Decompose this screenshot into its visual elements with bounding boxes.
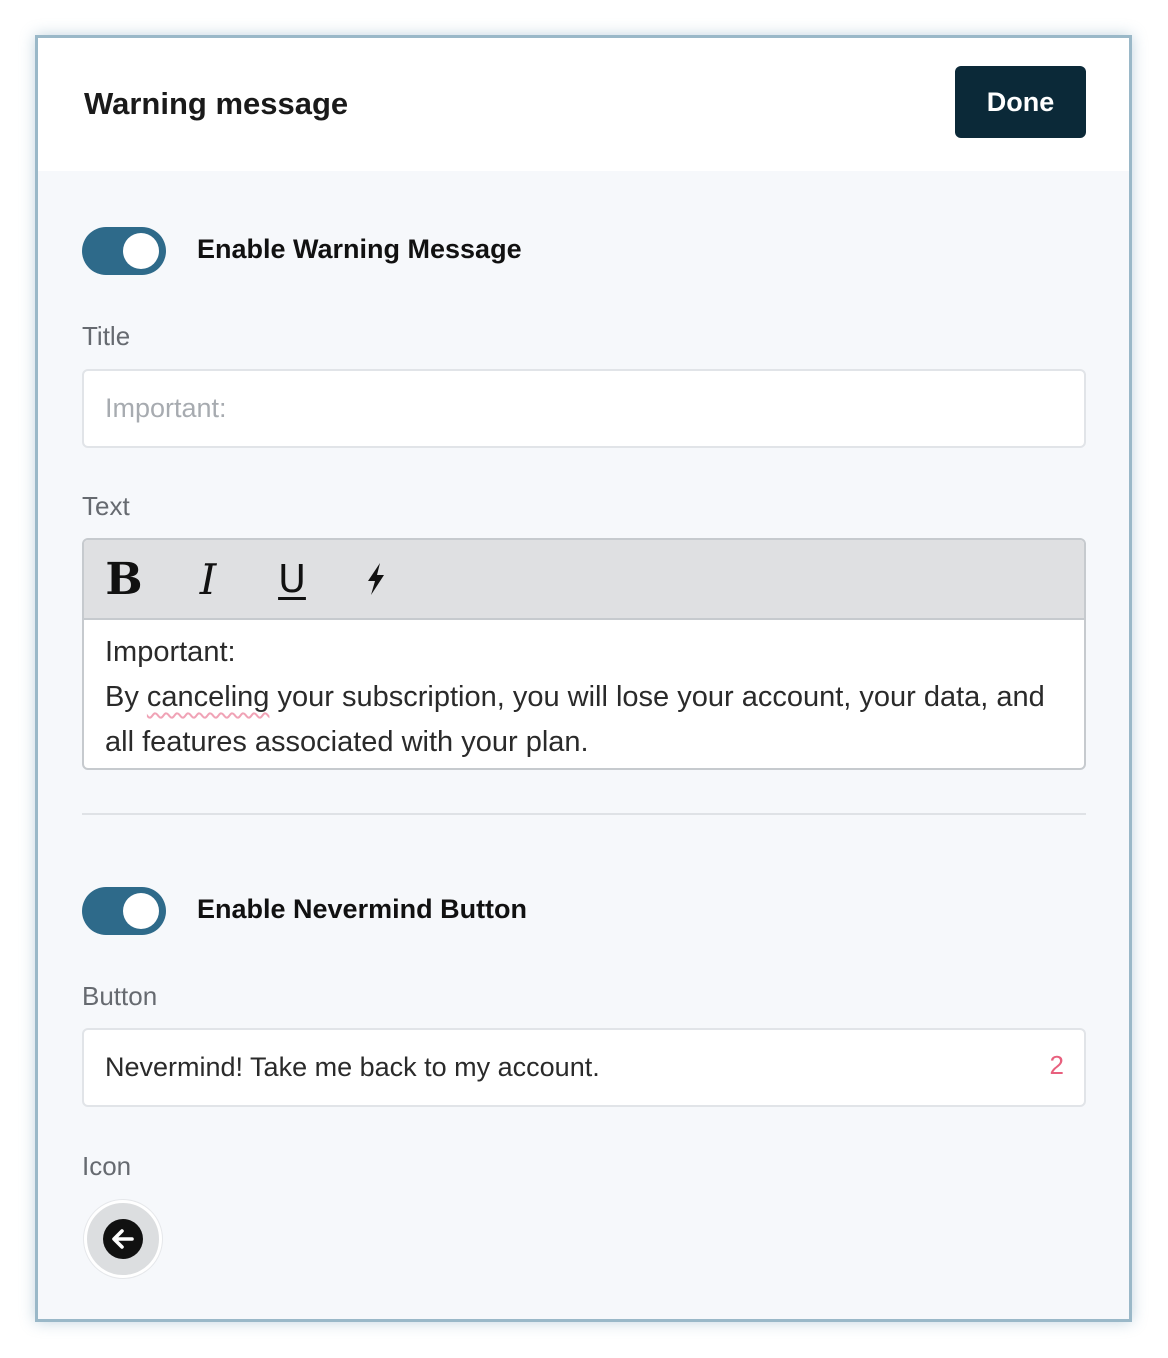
icon-picker-button[interactable] xyxy=(84,1200,162,1278)
toggle-knob xyxy=(123,893,159,929)
button-label: Button xyxy=(82,981,158,1011)
enable-nevermind-toggle[interactable] xyxy=(82,887,166,935)
lightning-bolt-button[interactable] xyxy=(346,550,406,608)
enable-nevermind-label: Enable Nevermind Button xyxy=(197,894,528,924)
enable-warning-toggle[interactable] xyxy=(82,227,166,275)
warning-message-panel xyxy=(35,35,1132,1322)
editor-line-2 xyxy=(105,675,1065,765)
done-button[interactable]: Done xyxy=(955,66,1086,138)
section-divider xyxy=(82,813,1086,815)
editor-toolbar xyxy=(84,540,1084,620)
arrow-left-circle-icon xyxy=(102,1218,144,1260)
enable-warning-label: Enable Warning Message xyxy=(197,234,522,264)
editor-line-1: Important: xyxy=(105,636,236,668)
title-input[interactable] xyxy=(82,369,1086,448)
rich-text-editor xyxy=(82,538,1086,770)
title-label: Title xyxy=(82,321,131,351)
character-count: 2 xyxy=(1049,1050,1064,1080)
button-text-input[interactable] xyxy=(82,1028,1086,1107)
text-segment: your subscription, you will lose your account, your data, and all features associated with your plan. xyxy=(105,681,1045,758)
underline-button[interactable]: U xyxy=(278,557,306,601)
panel-header xyxy=(38,38,1129,171)
misspelled-word: canceling xyxy=(146,681,270,713)
panel-title: Warning message xyxy=(84,86,349,121)
lightning-bolt-icon xyxy=(363,561,389,597)
icon-label: Icon xyxy=(82,1151,132,1181)
text-segment: By xyxy=(105,681,147,713)
italic-button[interactable]: I xyxy=(199,554,217,604)
button-field xyxy=(82,1028,1086,1107)
bold-button[interactable]: B xyxy=(105,553,143,605)
text-label: Text xyxy=(82,491,130,521)
editor-content[interactable] xyxy=(105,630,1065,765)
toggle-knob xyxy=(123,233,159,269)
